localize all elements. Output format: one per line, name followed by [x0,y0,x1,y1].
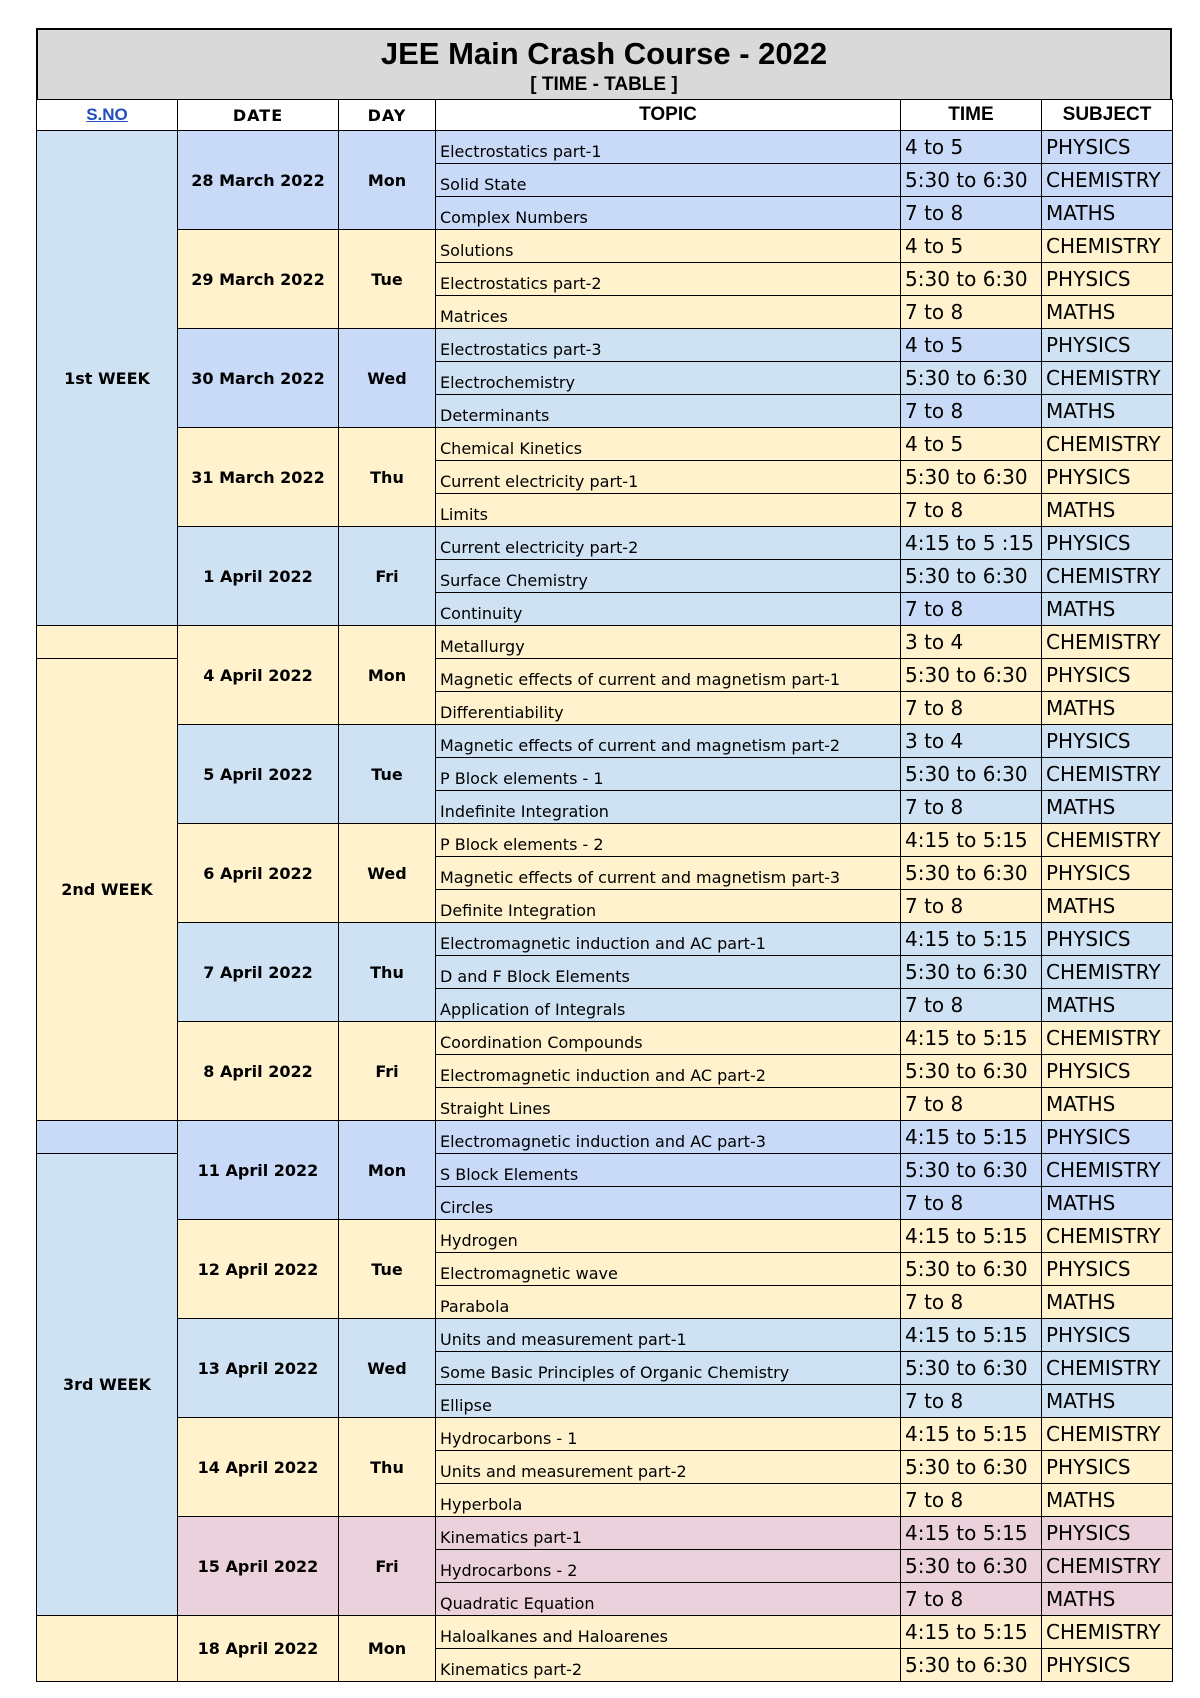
topic-cell: Metallurgy [436,626,901,659]
subject-cell: MATHS [1042,593,1173,626]
topic-cell: Electrochemistry [436,362,901,395]
header-topic: TOPIC [436,100,901,131]
time-cell: 5:30 to 6:30 [901,164,1042,197]
time-cell: 4:15 to 5:15 [901,824,1042,857]
day-cell: Mon [339,1616,436,1682]
subject-cell: PHYSICS [1042,329,1173,362]
time-cell: 5:30 to 6:30 [901,659,1042,692]
time-cell: 5:30 to 6:30 [901,1352,1042,1385]
header-time: TIME [901,100,1042,131]
time-cell: 7 to 8 [901,1187,1042,1220]
date-cell: 5 April 2022 [178,725,339,824]
topic-cell: Quadratic Equation [436,1583,901,1616]
time-cell: 7 to 8 [901,1583,1042,1616]
subject-cell: MATHS [1042,692,1173,725]
header-day: DAY [339,100,436,131]
time-cell: 7 to 8 [901,1286,1042,1319]
topic-cell: Electromagnetic wave [436,1253,901,1286]
table-row [37,1022,1173,1055]
subject-cell: CHEMISTRY [1042,560,1173,593]
time-cell: 7 to 8 [901,890,1042,923]
subject-cell: PHYSICS [1042,1121,1173,1154]
time-cell: 4:15 to 5 :15 [901,527,1042,560]
time-cell: 4:15 to 5:15 [901,1418,1042,1451]
timetable-sheet [36,28,1172,1682]
time-cell: 7 to 8 [901,1385,1042,1418]
subject-cell: CHEMISTRY [1042,1550,1173,1583]
time-cell: 5:30 to 6:30 [901,1550,1042,1583]
topic-cell: Parabola [436,1286,901,1319]
table-row [37,329,1173,362]
day-cell: Thu [339,923,436,1022]
date-cell: 11 April 2022 [178,1121,339,1220]
time-cell: 4:15 to 5:15 [901,1616,1042,1649]
time-cell: 3 to 4 [901,626,1042,659]
topic-cell: Magnetic effects of current and magnetism part-2 [436,725,901,758]
topic-cell: Hydrogen [436,1220,901,1253]
page-subtitle: [ TIME - TABLE ] [530,74,678,95]
topic-cell: Continuity [436,593,901,626]
time-cell: 4:15 to 5:15 [901,1517,1042,1550]
subject-cell: PHYSICS [1042,857,1173,890]
header-row [37,100,1173,131]
date-cell: 14 April 2022 [178,1418,339,1517]
topic-cell: Magnetic effects of current and magnetism part-3 [436,857,901,890]
topic-cell: Electrostatics part-1 [436,131,901,164]
day-cell: Mon [339,626,436,725]
time-cell: 7 to 8 [901,791,1042,824]
time-cell: 7 to 8 [901,1088,1042,1121]
day-cell: Mon [339,131,436,230]
date-cell: 15 April 2022 [178,1517,339,1616]
subject-cell: CHEMISTRY [1042,428,1173,461]
topic-cell: Some Basic Principles of Organic Chemistry [436,1352,901,1385]
sno-link[interactable]: S.NO [86,105,128,124]
topic-cell: Current electricity part-2 [436,527,901,560]
table-row [37,923,1173,956]
subject-cell: PHYSICS [1042,1649,1173,1682]
table-row [37,626,1173,659]
topic-cell: Ellipse [436,1385,901,1418]
subject-cell: MATHS [1042,1187,1173,1220]
table-row [37,1616,1173,1649]
topic-cell: Haloalkanes and Haloarenes [436,1616,901,1649]
date-cell: 6 April 2022 [178,824,339,923]
time-cell: 4 to 5 [901,131,1042,164]
topic-cell: Surface Chemistry [436,560,901,593]
subject-cell: MATHS [1042,1583,1173,1616]
subject-cell: PHYSICS [1042,725,1173,758]
time-cell: 7 to 8 [901,395,1042,428]
topic-cell: Hyperbola [436,1484,901,1517]
subject-cell: MATHS [1042,1088,1173,1121]
day-cell: Tue [339,1220,436,1319]
time-cell: 7 to 8 [901,989,1042,1022]
day-cell: Thu [339,428,436,527]
time-cell: 4 to 5 [901,329,1042,362]
topic-cell: Determinants [436,395,901,428]
time-cell: 7 to 8 [901,593,1042,626]
header-sno[interactable] [37,100,178,131]
day-cell: Wed [339,329,436,428]
time-cell: 5:30 to 6:30 [901,1649,1042,1682]
day-cell: Thu [339,1418,436,1517]
time-cell: 7 to 8 [901,494,1042,527]
time-cell: 4:15 to 5:15 [901,1319,1042,1352]
timetable-body [37,131,1173,1682]
subject-cell: CHEMISTRY [1042,1154,1173,1187]
time-cell: 5:30 to 6:30 [901,857,1042,890]
date-cell: 18 April 2022 [178,1616,339,1682]
subject-cell: PHYSICS [1042,131,1173,164]
subject-cell: CHEMISTRY [1042,758,1173,791]
subject-cell: MATHS [1042,296,1173,329]
time-cell: 5:30 to 6:30 [901,1451,1042,1484]
week-cell [37,1616,178,1682]
table-row [37,1220,1173,1253]
topic-cell: Matrices [436,296,901,329]
subject-cell: MATHS [1042,1385,1173,1418]
topic-cell: Application of Integrals [436,989,901,1022]
subject-cell: CHEMISTRY [1042,362,1173,395]
date-cell: 1 April 2022 [178,527,339,626]
topic-cell: Hydrocarbons - 1 [436,1418,901,1451]
topic-cell: Definite Integration [436,890,901,923]
topic-cell: D and F Block Elements [436,956,901,989]
subject-cell: CHEMISTRY [1042,1418,1173,1451]
topic-cell: Limits [436,494,901,527]
table-row [37,1319,1173,1352]
time-cell: 7 to 8 [901,197,1042,230]
table-row [37,230,1173,263]
time-cell: 4:15 to 5:15 [901,1121,1042,1154]
time-cell: 5:30 to 6:30 [901,956,1042,989]
subject-cell: CHEMISTRY [1042,164,1173,197]
date-cell: 4 April 2022 [178,626,339,725]
time-cell: 5:30 to 6:30 [901,263,1042,296]
time-cell: 7 to 8 [901,692,1042,725]
subject-cell: PHYSICS [1042,1517,1173,1550]
topic-cell: P Block elements - 1 [436,758,901,791]
week-cell: 3rd WEEK [37,1154,178,1616]
date-cell: 30 March 2022 [178,329,339,428]
subject-cell: MATHS [1042,1286,1173,1319]
time-cell: 5:30 to 6:30 [901,560,1042,593]
week-cell: 2nd WEEK [37,659,178,1121]
topic-cell: Electromagnetic induction and AC part-2 [436,1055,901,1088]
subject-cell: MATHS [1042,1484,1173,1517]
time-cell: 4 to 5 [901,230,1042,263]
time-cell: 4:15 to 5:15 [901,1022,1042,1055]
week-cell [37,626,178,659]
title-box [36,28,1172,99]
topic-cell: Units and measurement part-1 [436,1319,901,1352]
topic-cell: Straight Lines [436,1088,901,1121]
date-cell: 7 April 2022 [178,923,339,1022]
table-row [37,824,1173,857]
table-row [37,131,1173,164]
subject-cell: PHYSICS [1042,659,1173,692]
date-cell: 12 April 2022 [178,1220,339,1319]
time-cell: 4:15 to 5:15 [901,1220,1042,1253]
subject-cell: CHEMISTRY [1042,956,1173,989]
subject-cell: PHYSICS [1042,527,1173,560]
header-date: DATE [178,100,339,131]
topic-cell: P Block elements - 2 [436,824,901,857]
day-cell: Fri [339,527,436,626]
topic-cell: Electrostatics part-3 [436,329,901,362]
time-cell: 4:15 to 5:15 [901,923,1042,956]
time-cell: 5:30 to 6:30 [901,461,1042,494]
date-cell: 29 March 2022 [178,230,339,329]
day-cell: Tue [339,230,436,329]
timetable [36,99,1173,1682]
time-cell: 5:30 to 6:30 [901,758,1042,791]
subject-cell: PHYSICS [1042,461,1173,494]
topic-cell: Units and measurement part-2 [436,1451,901,1484]
subject-cell: PHYSICS [1042,1055,1173,1088]
topic-cell: Magnetic effects of current and magnetism part-1 [436,659,901,692]
table-row [37,725,1173,758]
time-cell: 7 to 8 [901,296,1042,329]
header-subject: SUBJECT [1042,100,1173,131]
subject-cell: MATHS [1042,494,1173,527]
table-row [37,1121,1173,1154]
subject-cell: PHYSICS [1042,1253,1173,1286]
topic-cell: Circles [436,1187,901,1220]
day-cell: Fri [339,1517,436,1616]
time-cell: 5:30 to 6:30 [901,1154,1042,1187]
subject-cell: PHYSICS [1042,923,1173,956]
topic-cell: Kinematics part-2 [436,1649,901,1682]
topic-cell: Kinematics part-1 [436,1517,901,1550]
topic-cell: Electromagnetic induction and AC part-1 [436,923,901,956]
subject-cell: CHEMISTRY [1042,1616,1173,1649]
subject-cell: CHEMISTRY [1042,1022,1173,1055]
table-row [37,428,1173,461]
time-cell: 5:30 to 6:30 [901,1253,1042,1286]
week-cell [37,1121,178,1154]
topic-cell: Solutions [436,230,901,263]
subject-cell: CHEMISTRY [1042,824,1173,857]
subject-cell: PHYSICS [1042,1451,1173,1484]
time-cell: 5:30 to 6:30 [901,1055,1042,1088]
date-cell: 13 April 2022 [178,1319,339,1418]
subject-cell: PHYSICS [1042,263,1173,296]
date-cell: 31 March 2022 [178,428,339,527]
table-row [37,1517,1173,1550]
time-cell: 3 to 4 [901,725,1042,758]
time-cell: 5:30 to 6:30 [901,362,1042,395]
day-cell: Fri [339,1022,436,1121]
subject-cell: MATHS [1042,197,1173,230]
topic-cell: Electromagnetic induction and AC part-3 [436,1121,901,1154]
topic-cell: Electrostatics part-2 [436,263,901,296]
subject-cell: PHYSICS [1042,1319,1173,1352]
topic-cell: Differentiability [436,692,901,725]
subject-cell: MATHS [1042,395,1173,428]
topic-cell: Current electricity part-1 [436,461,901,494]
table-row [37,1418,1173,1451]
date-cell: 8 April 2022 [178,1022,339,1121]
subject-cell: MATHS [1042,890,1173,923]
subject-cell: MATHS [1042,989,1173,1022]
topic-cell: Hydrocarbons - 2 [436,1550,901,1583]
time-cell: 7 to 8 [901,1484,1042,1517]
topic-cell: S Block Elements [436,1154,901,1187]
topic-cell: Coordination Compounds [436,1022,901,1055]
page-title: JEE Main Crash Course - 2022 [380,36,828,71]
week-cell: 1st WEEK [37,131,178,626]
subject-cell: MATHS [1042,791,1173,824]
topic-cell: Solid State [436,164,901,197]
topic-cell: Indefinite Integration [436,791,901,824]
day-cell: Wed [339,824,436,923]
subject-cell: CHEMISTRY [1042,230,1173,263]
subject-cell: CHEMISTRY [1042,1352,1173,1385]
subject-cell: CHEMISTRY [1042,1220,1173,1253]
day-cell: Mon [339,1121,436,1220]
date-cell: 28 March 2022 [178,131,339,230]
topic-cell: Complex Numbers [436,197,901,230]
topic-cell: Chemical Kinetics [436,428,901,461]
time-cell: 4 to 5 [901,428,1042,461]
table-row [37,527,1173,560]
day-cell: Wed [339,1319,436,1418]
day-cell: Tue [339,725,436,824]
subject-cell: CHEMISTRY [1042,626,1173,659]
